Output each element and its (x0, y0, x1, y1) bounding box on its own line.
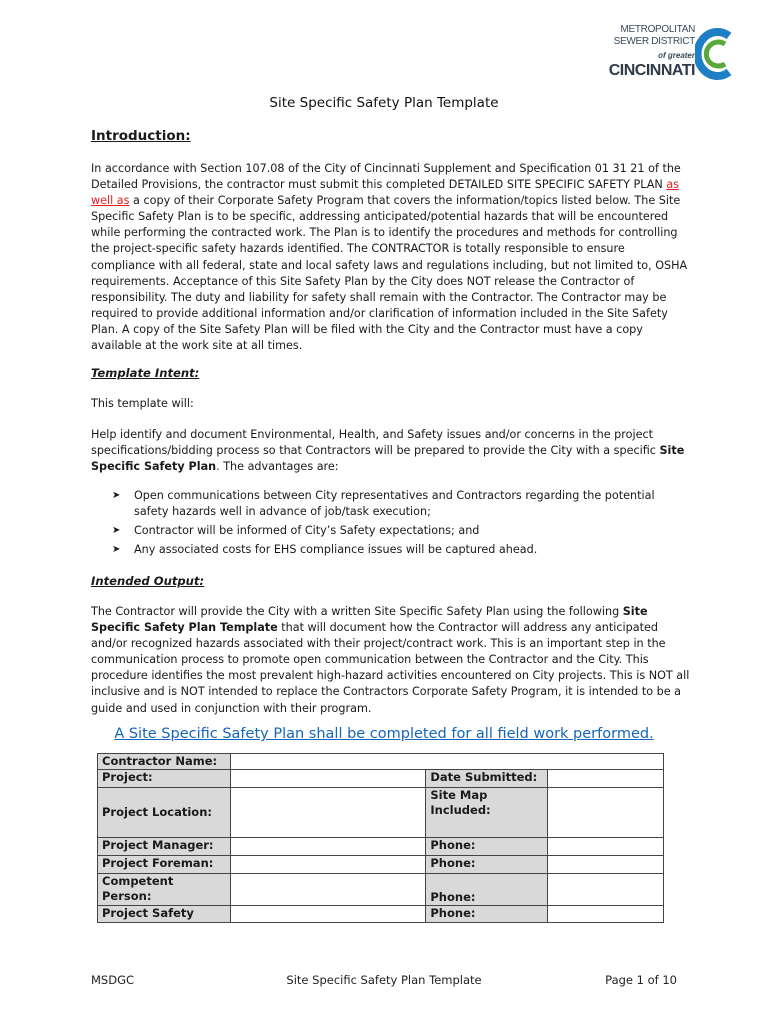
footer-page-number: Page 1 of 10 (605, 973, 677, 987)
table-row (98, 754, 664, 770)
intent-text-2: . The advantages are: (216, 460, 339, 474)
table-row (98, 874, 664, 906)
table-row (98, 770, 664, 788)
list-item (112, 523, 672, 539)
intent-bold-text: Site Specific Safety Plan (91, 444, 685, 474)
output-text-1: The Contractor will provide the City with a written Site Specific Safety Plan using the following (91, 605, 623, 618)
project-foreman-label: Project Foreman: (98, 856, 231, 874)
date-submitted-field[interactable] (548, 770, 664, 788)
field-work-banner: A Site Specific Safety Plan shall be completed for all field work performed. (114, 726, 654, 742)
contractor-name-label: Contractor Name: (98, 754, 231, 770)
project-manager-label: Project Manager: (98, 838, 231, 856)
template-intent-line: This template will: (91, 397, 194, 410)
competent-person-label: Competent Person: (98, 874, 231, 906)
logo-line-1: METROPOLITAN (620, 24, 695, 35)
advantages-list (112, 488, 672, 561)
project-location-field[interactable] (230, 788, 426, 838)
logo-line-3: of greater (658, 51, 695, 60)
arrow-bullet-icon: ➤ (112, 525, 121, 537)
template-intent-paragraph (91, 427, 691, 475)
footer-left: MSDGC (91, 973, 135, 987)
output-text-2: that will document how the Contractor will address any anticipated and/or recognized hazards associated with their project/contract work. This is an important step in the communication process to promote open communication between the Contractor and the City. This procedure identifies the most prevalent high-hazard activities encountered on City projects. This is NOT all inclusive and is NOT intended to replace the Contractors Corporate Safety Program, it is intended to be a guide and used in conjunction with their program. (91, 621, 690, 715)
competent-person-field[interactable] (230, 874, 426, 906)
intro-red-text: as well as (91, 178, 680, 208)
list-item-text: Any associated costs for EHS compliance issues will be captured ahead. (134, 543, 538, 557)
date-submitted-label: Date Submitted: (426, 770, 548, 788)
arrow-bullet-icon: ➤ (112, 544, 121, 556)
list-item (112, 488, 672, 520)
project-foreman-field[interactable] (230, 856, 426, 874)
table-row (98, 856, 664, 874)
phone-label: Phone: (426, 906, 548, 923)
project-safety-field[interactable] (230, 906, 426, 923)
table-row (98, 788, 664, 838)
logo-line-2: SEWER DISTRICT (613, 36, 695, 47)
table-row (98, 906, 664, 923)
project-manager-field[interactable] (230, 838, 426, 856)
project-safety-label: Project Safety (98, 906, 231, 923)
project-label: Project: (98, 770, 231, 788)
logo-c-icon (695, 26, 735, 82)
document-title: Site Specific Safety Plan Template (269, 95, 499, 111)
project-foreman-phone-field[interactable] (548, 856, 664, 874)
output-bold-text: Site Specific Safety Plan Template (91, 605, 648, 635)
contractor-name-field[interactable] (230, 754, 663, 770)
site-map-label: Site Map Included: (426, 788, 548, 838)
intended-output-paragraph (91, 604, 691, 717)
site-map-field[interactable] (548, 788, 664, 838)
introduction-paragraph (91, 161, 691, 354)
project-field[interactable] (230, 770, 426, 788)
competent-person-phone-field[interactable] (548, 874, 664, 906)
phone-label: Phone: (426, 874, 548, 906)
list-item (112, 542, 672, 558)
template-intent-heading: Template Intent: (91, 366, 200, 380)
footer-center: Site Specific Safety Plan Template (286, 973, 482, 987)
table-row (98, 838, 664, 856)
arrow-bullet-icon: ➤ (112, 490, 121, 501)
intro-text-1: In accordance with Section 107.08 of the City of Cincinnati Supplement and Specification 01 31 21 of the Detailed Provisions, the contractor must submit this completed DETAILED SITE SPECIFIC SAFETY PLAN (91, 162, 681, 192)
list-item-text: Open communications between City representatives and Contractors regarding the potential safety hazards well in advance of job/task execution; (134, 489, 655, 519)
intended-output-heading: Intended Output: (91, 574, 205, 588)
introduction-heading: Introduction: (91, 128, 191, 144)
phone-label: Phone: (426, 856, 548, 874)
logo-line-4: CINCINNATI (608, 62, 695, 79)
project-info-form (97, 753, 664, 923)
project-location-label: Project Location: (98, 788, 231, 838)
list-item-text: Contractor will be informed of City’s Safety expectations; and (134, 524, 480, 538)
phone-label: Phone: (426, 838, 548, 856)
msd-logo (585, 24, 735, 84)
project-manager-phone-field[interactable] (548, 838, 664, 856)
intent-text-1: Help identify and document Environmental, Health, and Safety issues and/or concerns in the project specifications/bidding process so that Contractors will be prepared to provide the City with a specific (91, 428, 660, 458)
project-safety-phone-field[interactable] (548, 906, 664, 923)
intro-text-2: a copy of their Corporate Safety Program that covers the information/topics listed below. The Site Specific Safety Plan is to be specific, addressing anticipated/potential hazards that will be encountered while performing the contracted work. The Plan is to identify the procedures and methods for controlling the project-specific safety hazards identified. The CONTRACTOR is totally responsible to ensure compliance with all federal, state and local safety laws and regulations including, but not limited to, OSHA requirements. Acceptance of this Site Safety Plan by the City does NOT release the Contractor of responsibility. The duty and liability for safety shall remain with the Contractor. The Contractor may be required to provide additional information and/or clarification of information included in the Site Safety Plan. A copy of the Site Safety Plan will be filed with the City and the Contractor must have a copy available at the work site at all times. (91, 194, 688, 353)
